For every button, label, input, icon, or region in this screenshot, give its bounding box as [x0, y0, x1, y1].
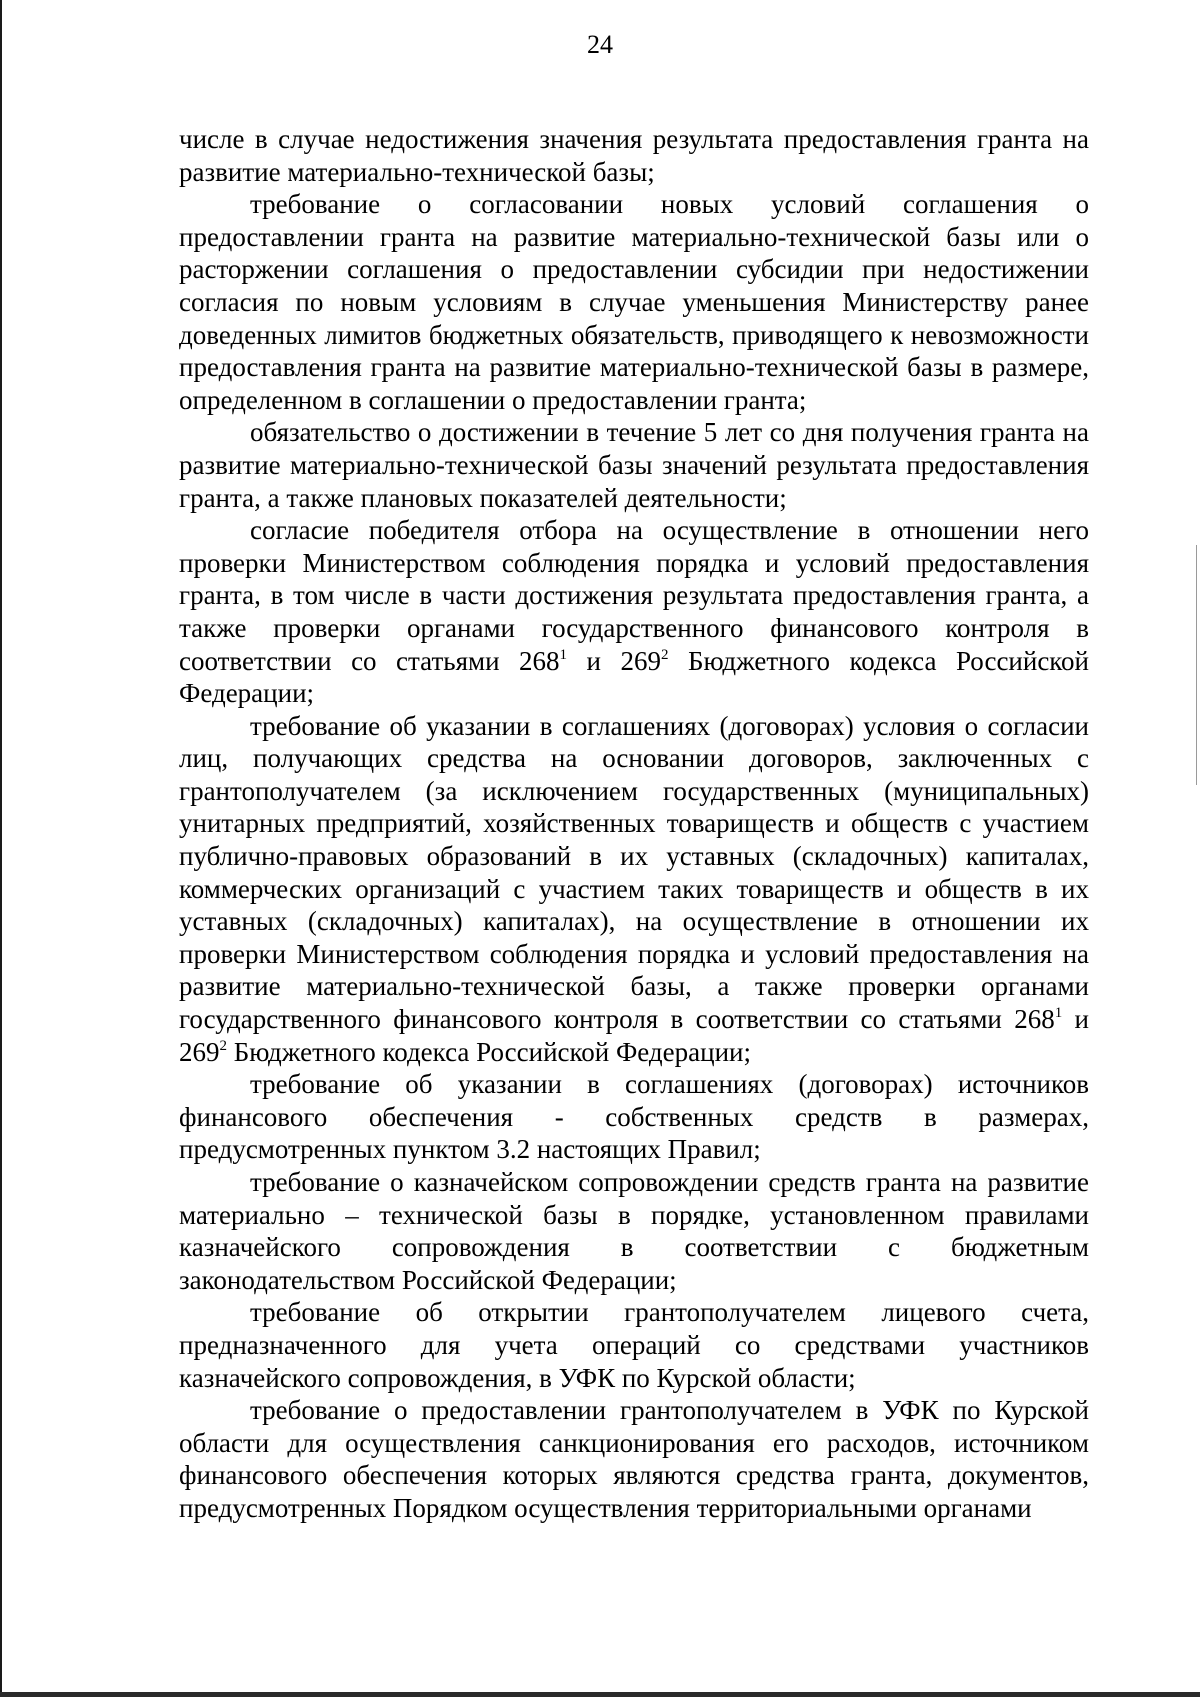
paragraph: требование о согласовании новых условий соглашения о предоставлении гранта на развитие материально-технической базы или о расторжении соглашения о предоставлении субсидии при недостижении согласия по новым условиям в случае уменьшения Министерству ранее доведенных лимитов бюджетных обязательств, приводящего к невозможности предоставления гранта на развитие материально-технической базы в размере, определенном в соглашении о предоставлении гранта; [179, 189, 1089, 415]
paragraph: требование об указании в соглашениях (договорах) источников финансового обеспечения - собственных средств в размерах, предусмотренных пунктом 3.2 настоящих Правил; [179, 1069, 1089, 1165]
paragraph: требование об открытии грантополучателем лицевого счета, предназначенного для учета операций со средствами участников казначейского сопровождения, в УФК по Курской области; [179, 1297, 1089, 1393]
superscript: 2 [219, 1037, 227, 1054]
paragraph: обязательство о достижении в течение 5 лет со дня получения гранта на развитие материально-технической базы значений результата предоставления гранта, а также плановых показателей деятельности; [179, 417, 1089, 513]
paragraph: требование о предоставлении грантополучателем в УФК по Курской области для осуществления санкционирования его расходов, источником финансового обеспечения которых являются средства гранта, документов, предусмотренных Порядком осуществления территориальными органами [179, 1395, 1089, 1523]
paragraph [179, 710, 1089, 1069]
page-number: 24 [587, 30, 613, 59]
paragraph-text: требование об указании в соглашениях (договорах) условия о согласии лиц, получающих средства на основании договоров, заключенных с грантополучателем (за исключением государственных (муниципальных) унитарных предприятий, хозяйственных товариществ и обществ с участием публично-правовых образований в их уставных (складочных) капиталах, коммерческих организаций с участием таких товариществ и обществ в их уставных (складочных) капиталах), на осуществление в отношении их проверки Министерством соблюдения порядка и условий предоставления на развитие материально-технической базы, а также проверки органами государственного финансового контроля в соответствии со статьями 268 [179, 710, 1089, 1035]
paragraph-text: Бюджетного кодекса Российской Федерации; [227, 1036, 751, 1067]
scan-edge-bottom [0, 1692, 1200, 1697]
superscript: 1 [1054, 1005, 1063, 1022]
scan-edge-left [0, 0, 2, 1697]
document-body [179, 123, 1089, 1525]
paragraph-text: Бюджетного кодекса Российской Федерации; [179, 645, 1090, 709]
paragraph-text: и 269 [567, 645, 662, 676]
paragraph-text: согласие победителя отбора на осуществление в отношении него проверки Министерством соблюдения порядка и условий предоставления гранта, в том числе в части достижения результата предоставления гранта, а также проверки органами государственного финансового контроля в соответствии со статьями 268 [179, 515, 1089, 676]
superscript: 1 [559, 646, 568, 663]
paragraph-text: и 269 [179, 1004, 1089, 1067]
scan-mark-right [1196, 545, 1197, 785]
paragraph [179, 514, 1089, 710]
superscript: 2 [661, 646, 669, 663]
paragraph-continuation: числе в случае недостижения значения результата предоставления гранта на развитие материально-технической базы; [179, 124, 1089, 187]
paragraph: требование о казначейском сопровождении средств гранта на развитие материально – технической базы в порядке, установленном правилами казначейского сопровождения в соответствии с бюджетным законодательством Российской Федерации; [179, 1167, 1089, 1295]
